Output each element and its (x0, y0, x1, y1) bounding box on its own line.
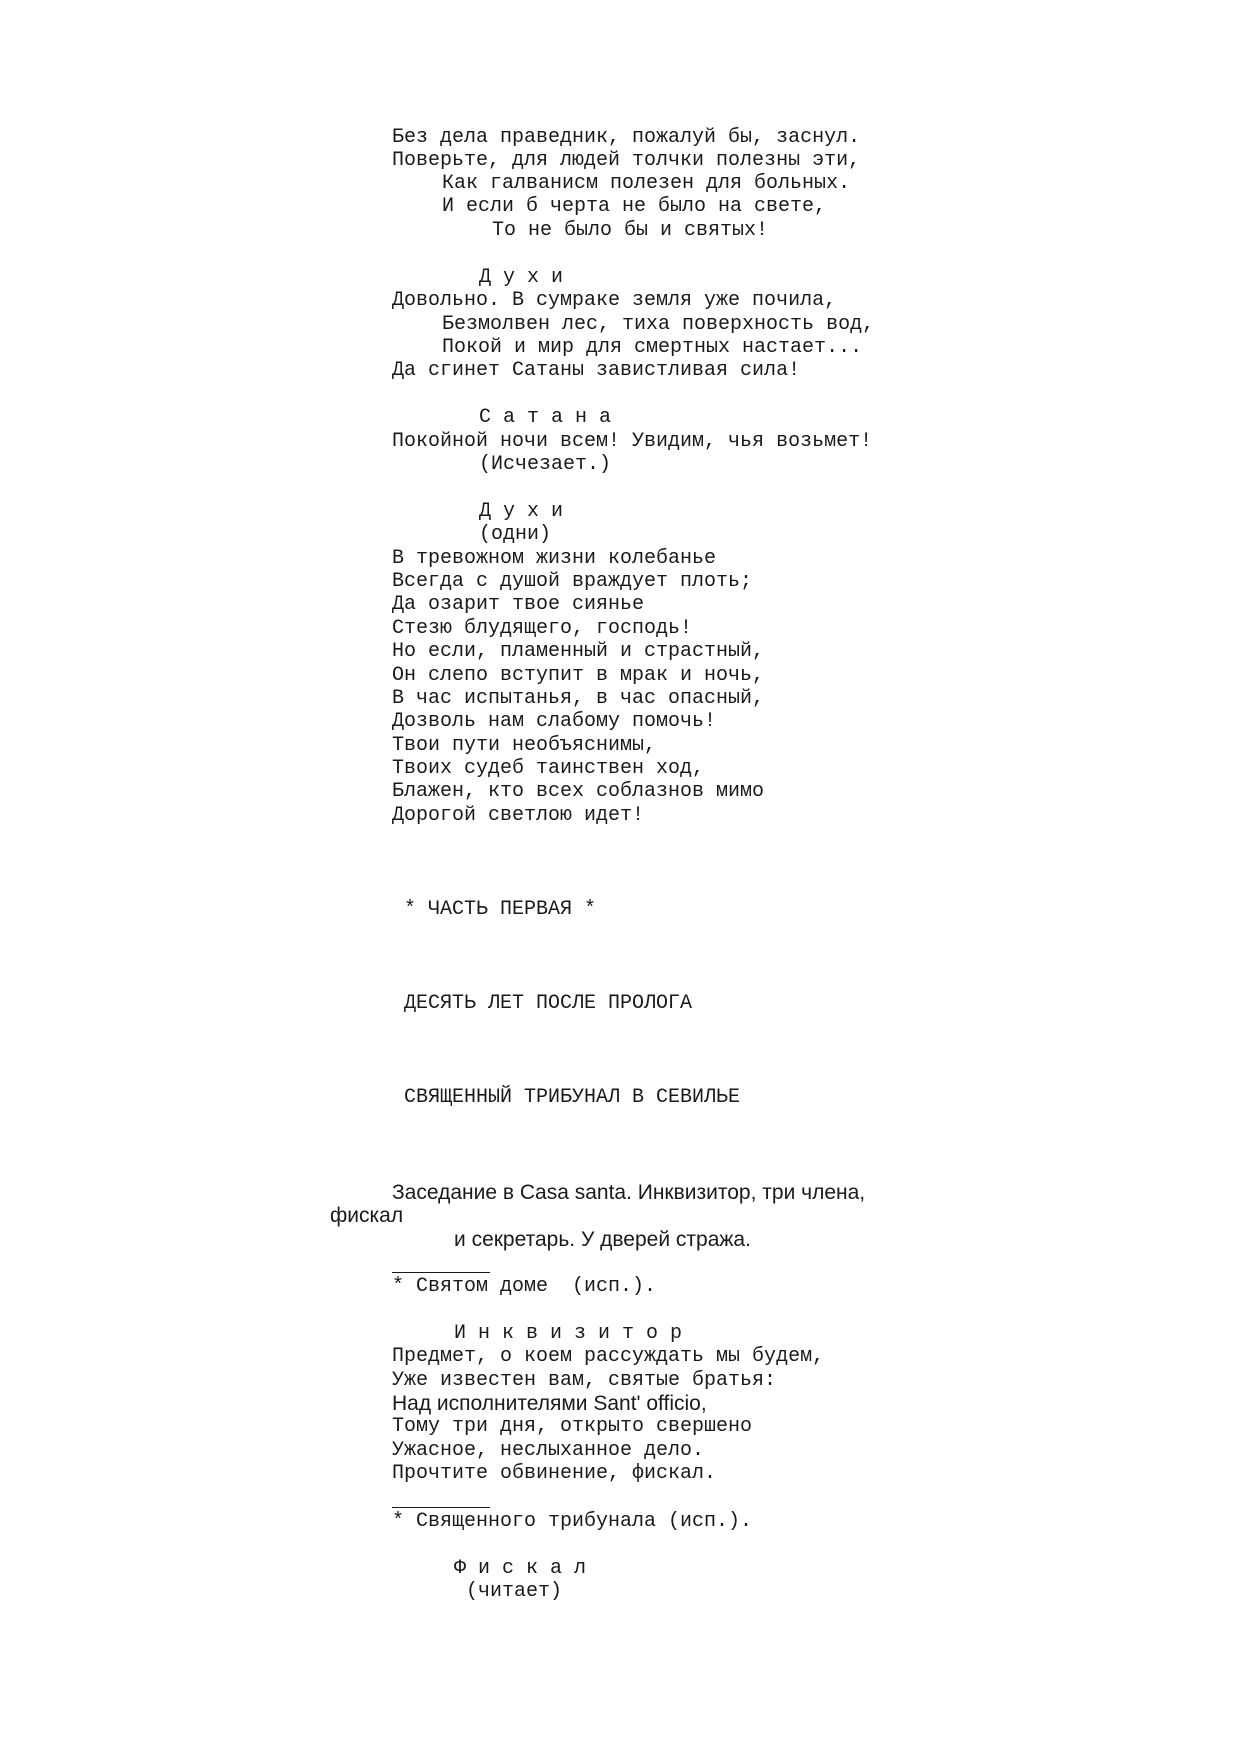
stage-direction: (одни) (479, 523, 552, 546)
footnote-rule (392, 1507, 490, 1508)
speaker-name: Д у х и (479, 266, 564, 289)
verse-line: Блажен, кто всех соблазнов мимо (392, 780, 765, 803)
verse-line: Довольно. В сумраке земля уже почила, (392, 289, 837, 312)
speaker-name: И н к в и з и т о р (454, 1322, 683, 1345)
speaker-name: С а т а н а (479, 406, 612, 429)
section-heading: СВЯЩЕННЫЙ ТРИБУНАЛ В СЕВИЛЬЕ (404, 1086, 741, 1109)
stage-direction: (читает) (466, 1580, 563, 1603)
verse-line: Покойной ночи всем! Увидим, чья возьмет! (392, 430, 873, 453)
verse-line: Как галванисм полезен для больных. (442, 172, 851, 195)
verse-line: Покой и мир для смертных настает... (442, 336, 863, 359)
stage-setting: Заседание в Casa santa. Инквизитор, три члена, (392, 1181, 866, 1204)
section-heading: ДЕСЯТЬ ЛЕТ ПОСЛЕ ПРОЛОГА (404, 992, 693, 1015)
stage-setting: фискал (330, 1204, 404, 1227)
verse-line: Стезю блудящего, господь! (392, 617, 693, 640)
verse-line: В час испытанья, в час опасный, (392, 687, 765, 710)
section-heading: * ЧАСТЬ ПЕРВАЯ * (404, 898, 597, 921)
verse-line: Но если, пламенный и страстный, (392, 640, 765, 663)
footnote: * Святом доме (исп.). (392, 1275, 657, 1298)
verse-line: Тому три дня, открыто свершено (392, 1415, 753, 1438)
stage-setting: и секретарь. У дверей стража. (454, 1228, 751, 1251)
footnote: * Священного трибунала (исп.). (392, 1510, 753, 1533)
verse-line: Прочтите обвинение, фискал. (392, 1462, 717, 1485)
verse-line: Без дела праведник, пожалуй бы, заснул. (392, 126, 861, 149)
verse-line: Дозволь нам слабому помочь! (392, 710, 717, 733)
speaker-name: Ф и с к а л (454, 1557, 587, 1580)
verse-line: И если б черта не было на свете, (442, 195, 827, 218)
verse-line: Он слепо вступит в мрак и ночь, (392, 664, 765, 687)
verse-line: То не было бы и святых! (492, 219, 769, 242)
verse-line: Да озарит твое сиянье (392, 593, 645, 616)
verse-line: В тревожном жизни колебанье (392, 547, 717, 570)
verse-line: Всегда с душой враждует плоть; (392, 570, 753, 593)
footnote-rule (392, 1272, 490, 1273)
stage-direction: (Исчезает.) (479, 453, 612, 476)
verse-line: Над исполнителями Sant' officio, (392, 1392, 707, 1415)
speaker-name: Д у х и (479, 500, 564, 523)
verse-line: Да сгинет Сатаны завистливая сила! (392, 359, 801, 382)
verse-line: Дорогой светлою идет! (392, 804, 645, 827)
verse-line: Поверьте, для людей толчки полезны эти, (392, 149, 861, 172)
verse-line: Предмет, о коем рассуждать мы будем, (392, 1345, 825, 1368)
verse-line: Уже известен вам, святые братья: (392, 1369, 777, 1392)
verse-line: Твои пути необъяснимы, (392, 734, 657, 757)
verse-line: Безмолвен лес, тиха поверхность вод, (442, 313, 875, 336)
verse-line: Ужасное, неслыханное дело. (392, 1439, 705, 1462)
verse-line: Твоих судеб таинствен ход, (392, 757, 705, 780)
